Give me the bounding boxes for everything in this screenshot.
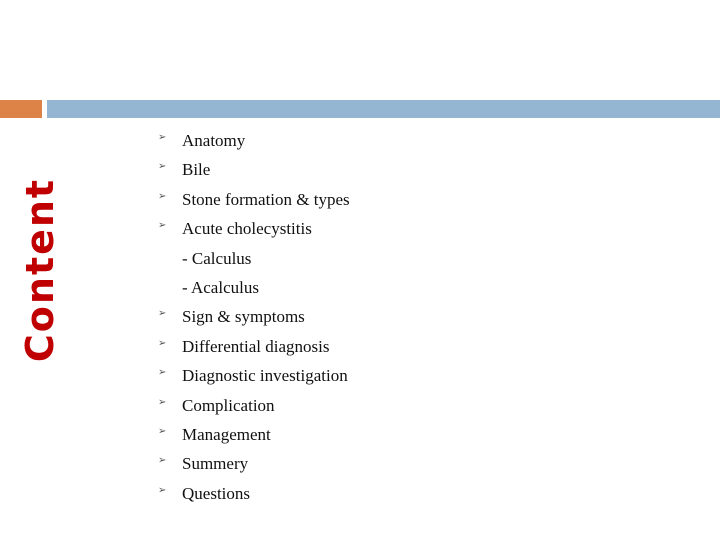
arrow-bullet-icon: ➢ bbox=[158, 396, 167, 408]
list-item bbox=[158, 302, 350, 331]
list-item-label: Acute cholecystitis bbox=[182, 219, 312, 239]
list-subitem-label: - Calculus bbox=[182, 248, 252, 268]
arrow-bullet-icon: ➢ bbox=[158, 190, 167, 202]
list-item bbox=[158, 449, 350, 478]
list-subitem bbox=[158, 273, 350, 302]
list-item bbox=[158, 126, 350, 155]
list-item bbox=[158, 420, 350, 449]
arrow-bullet-icon: ➢ bbox=[158, 337, 167, 349]
list-item-label: Management bbox=[182, 424, 271, 444]
list-item-label: Anatomy bbox=[182, 131, 246, 150]
accent-bar-blue bbox=[47, 100, 720, 118]
list-item bbox=[158, 332, 350, 361]
list-item-label: Summery bbox=[182, 454, 249, 474]
arrow-bullet-icon: ➢ bbox=[158, 425, 167, 437]
list-item-label: Stone formation & types bbox=[182, 189, 350, 209]
list-item-label: Bile bbox=[182, 160, 211, 180]
list-subitem bbox=[158, 244, 350, 273]
list-item-label: Diagnostic investigation bbox=[182, 366, 348, 386]
arrow-bullet-icon: ➢ bbox=[158, 367, 167, 379]
list-item-label: Differential diagnosis bbox=[182, 336, 330, 356]
content-list bbox=[158, 126, 350, 508]
list-item bbox=[158, 155, 350, 184]
accent-bar-orange bbox=[0, 100, 42, 118]
list-item bbox=[158, 361, 350, 390]
arrow-bullet-icon: ➢ bbox=[158, 220, 167, 232]
slide-title: Content bbox=[18, 177, 62, 363]
list-item-label: Complication bbox=[182, 395, 275, 415]
arrow-bullet-icon: ➢ bbox=[158, 308, 167, 320]
list-item-label: Sign & symptoms bbox=[182, 307, 305, 327]
list-item bbox=[158, 391, 350, 420]
list-item bbox=[158, 214, 350, 243]
list-item bbox=[158, 479, 350, 508]
arrow-bullet-icon: ➢ bbox=[158, 161, 167, 173]
arrow-bullet-icon: ➢ bbox=[158, 455, 167, 467]
arrow-bullet-icon: ➢ bbox=[158, 132, 167, 143]
list-item-label: Questions bbox=[182, 483, 250, 503]
list-subitem-label: - Acalculus bbox=[182, 277, 259, 297]
arrow-bullet-icon: ➢ bbox=[158, 484, 167, 496]
list-item bbox=[158, 185, 350, 214]
